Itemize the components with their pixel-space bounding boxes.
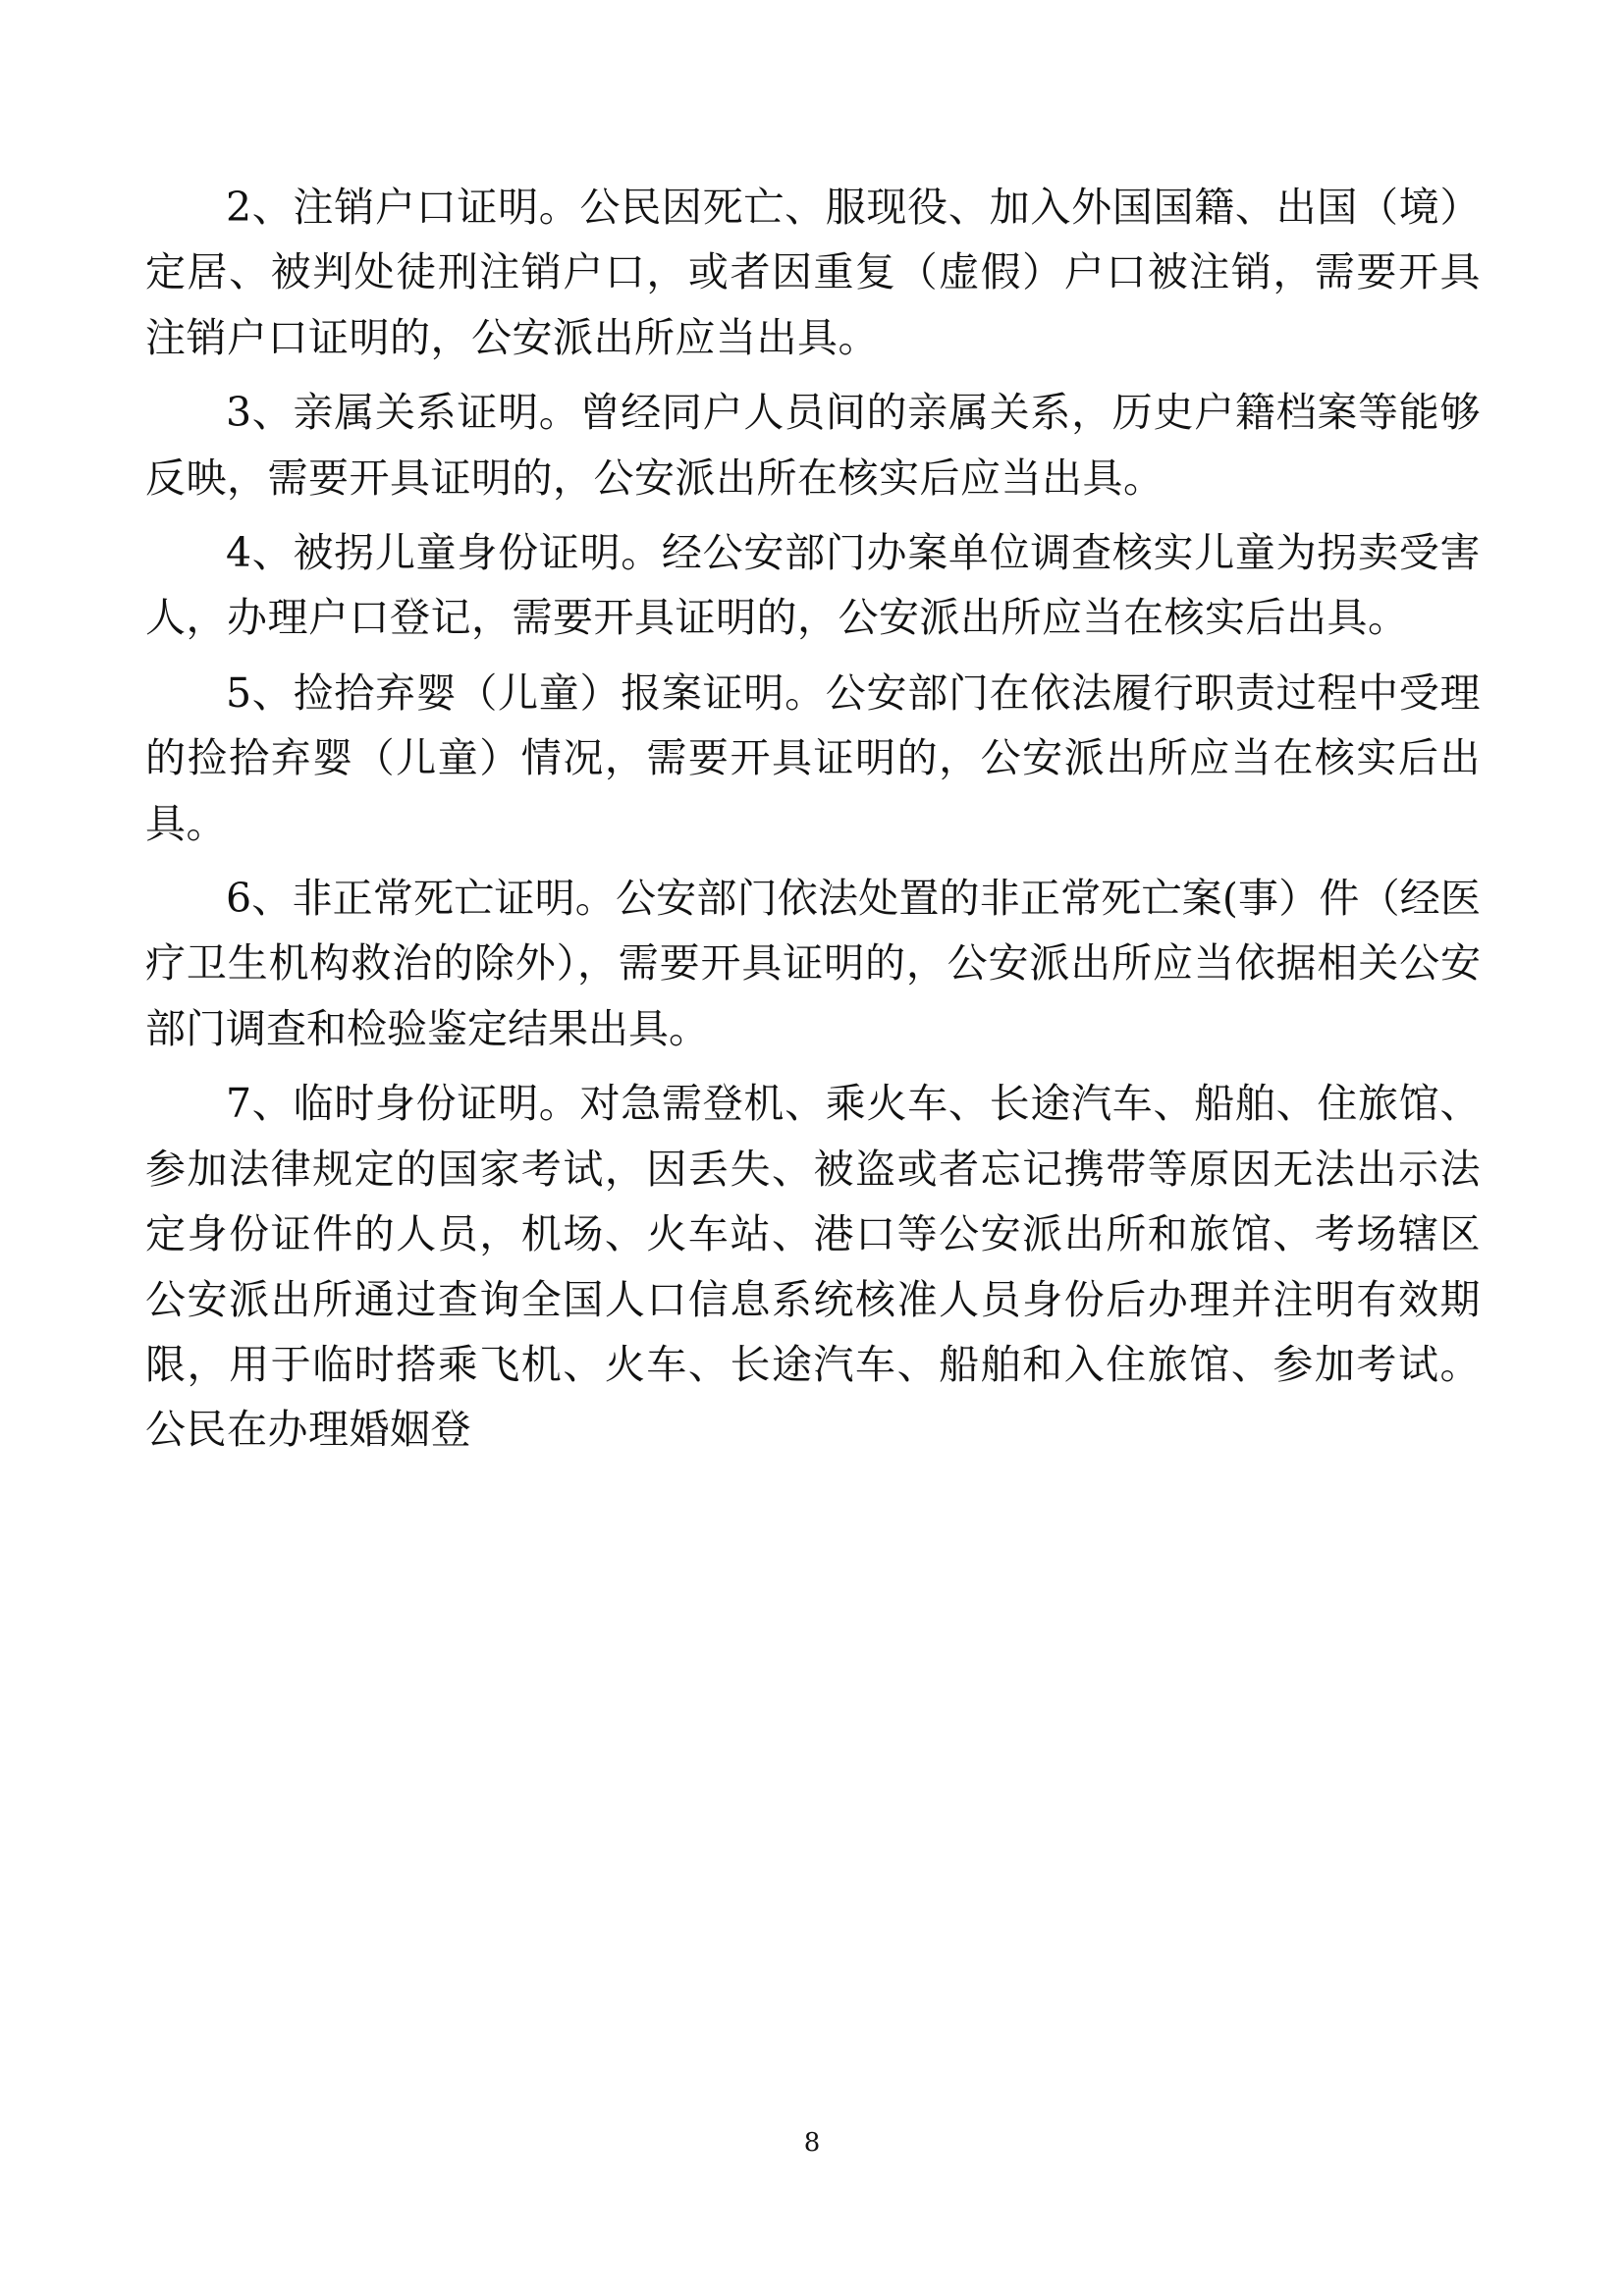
paragraph-item-3: 3、亲属关系证明。曾经同户人员间的亲属关系，历史户籍档案等能够反映，需要开具证明的，公安派出所在核实后应当出具。 xyxy=(145,389,1481,502)
paragraph-item-4: 4、被拐儿童身份证明。经公安部门办案单位调查核实儿童为拐卖受害人，办理户口登记，需要开具证明的，公安派出所应当在核实后出具。 xyxy=(145,529,1481,642)
document-body xyxy=(145,175,1481,1472)
paragraph-item-7: 7、临时身份证明。对急需登机、乘火车、长途汽车、船舶、住旅馆、参加法律规定的国家考试，因丢失、被盗或者忘记携带等原因无法出示法定身份证件的人员，机场、火车站、港口等公安派出所和旅馆、考场辖区公安派出所通过查询全国人口信息系统核准人员身份后办理并注明有效期限，用于临时搭乘飞机、火车、长途汽车、船舶和入住旅馆、参加考试。公民在办理婚姻登 xyxy=(145,1080,1481,1454)
paragraph-item-2: 2、注销户口证明。公民因死亡、服现役、加入外国国籍、出国（境）定居、被判处徒刑注销户口，或者因重复（虚假）户口被注销，需要开具注销户口证明的，公安派出所应当出具。 xyxy=(145,184,1481,361)
page-number: 8 xyxy=(803,2128,821,2158)
paragraph-item-5: 5、捡拾弃婴（儿童）报案证明。公安部门在依法履行职责过程中受理的捡拾弃婴（儿童）情况，需要开具证明的，公安派出所应当在核实后出具。 xyxy=(145,668,1481,847)
paragraph-item-6: 6、非正常死亡证明。公安部门依法处置的非正常死亡案(事）件（经医疗卫生机构救治的除外），需要开具证明的，公安派出所应当依据相关公安部门调查和检验鉴定结果出具。 xyxy=(145,875,1481,1052)
